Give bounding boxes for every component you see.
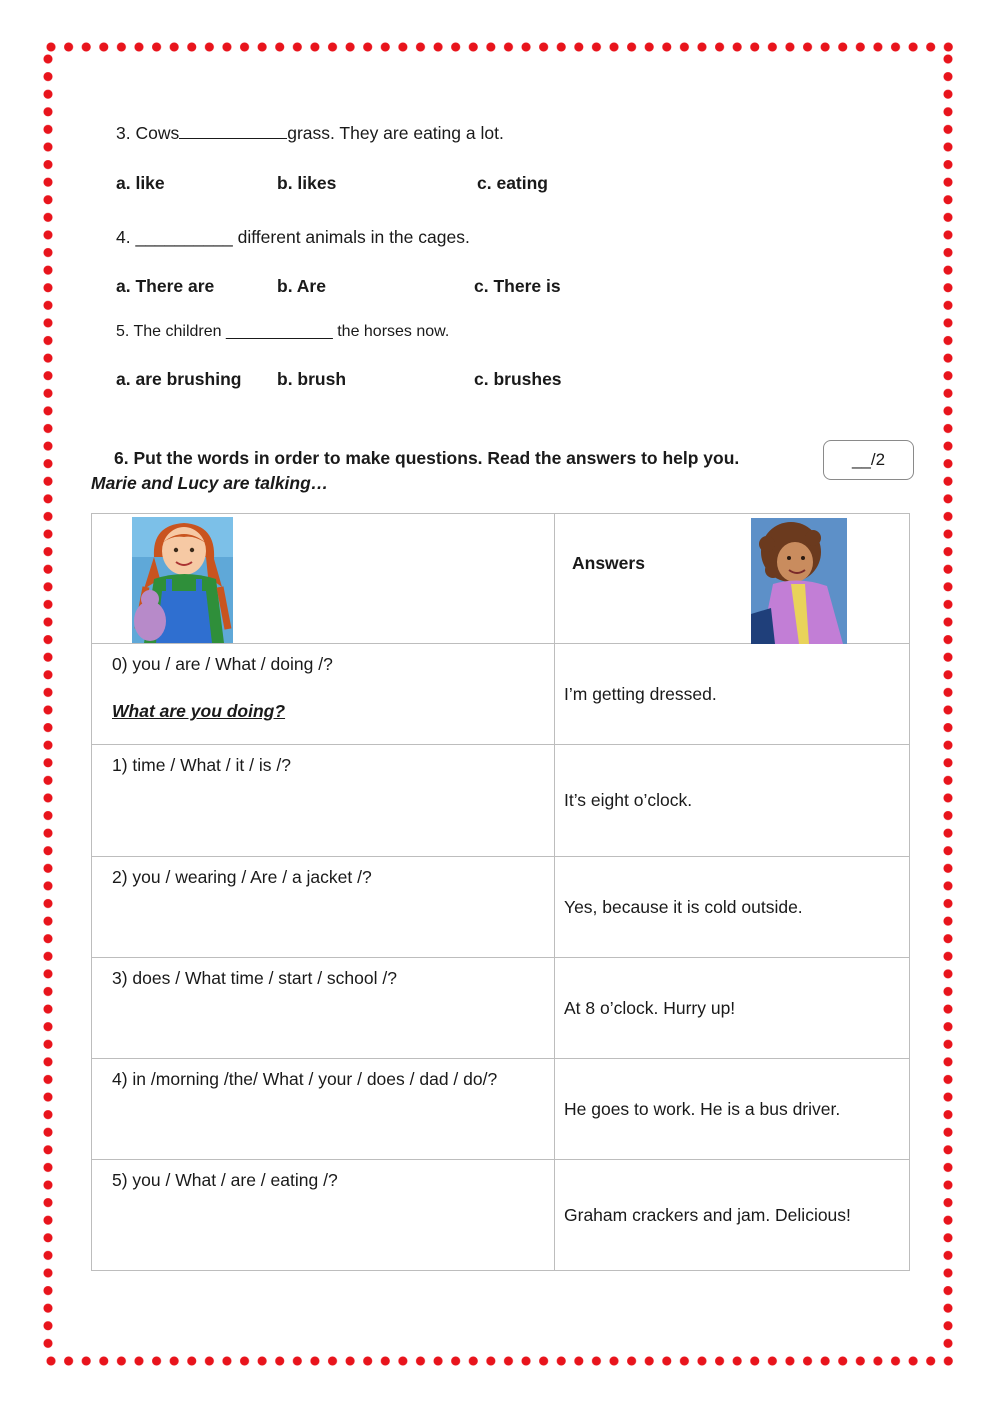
lucy-girl-image — [751, 518, 847, 644]
answer-blank[interactable] — [179, 124, 287, 139]
question-cell-1[interactable] — [92, 745, 555, 857]
answer-cell-5: Graham crackers and jam. Delicious! — [555, 1160, 910, 1271]
section-6-instruction: 6. Put the words in order to make questions. Read the answers to help you. — [114, 448, 740, 468]
option-5a[interactable]: a. are brushing — [116, 369, 242, 389]
question-cell-5[interactable] — [92, 1160, 555, 1271]
option-5b[interactable]: b. brush — [277, 369, 347, 389]
option-3b[interactable]: b. likes — [277, 173, 337, 193]
answer-cell-0: I’m getting dressed. — [555, 644, 910, 745]
table-row — [92, 958, 910, 1059]
table-row — [92, 1059, 910, 1160]
option-5c[interactable]: c. brushes — [474, 369, 562, 389]
section-6-subtitle: Marie and Lucy are talking… — [91, 473, 329, 493]
score-value: __/2 — [851, 450, 886, 469]
scrambled-question-3: 3) does / What time / start / school /? — [112, 968, 397, 988]
table-row — [92, 1160, 910, 1271]
scrambled-question-5: 5) you / What / are / eating /? — [112, 1170, 338, 1190]
table-row — [92, 857, 910, 958]
example-answer: What are you doing? — [112, 701, 286, 721]
scrambled-question-0: 0) you / are / What / doing /? — [112, 654, 333, 674]
option-3a[interactable]: a. like — [116, 173, 165, 193]
answer-cell-4: He goes to work. He is a bus driver. — [555, 1059, 910, 1160]
answer-cell-2: Yes, because it is cold outside. — [555, 857, 910, 958]
question-cell-2[interactable] — [92, 857, 555, 958]
question-3 — [116, 123, 504, 144]
option-3c[interactable]: c. eating — [477, 173, 548, 193]
question-answer-table — [91, 513, 910, 1271]
table-row — [92, 644, 910, 745]
option-4a[interactable]: a. There are — [116, 276, 215, 296]
table-row — [92, 745, 910, 857]
answer-cell-3: At 8 o’clock. Hurry up! — [555, 958, 910, 1059]
question-5: 5. The children ____________ the horses now. — [116, 323, 450, 340]
table-header-row — [92, 514, 910, 644]
page-border-bottom — [44, 1354, 956, 1368]
question-cell-3[interactable] — [92, 958, 555, 1059]
scrambled-question-1: 1) time / What / it / is /? — [112, 755, 291, 775]
question-cell-4[interactable] — [92, 1059, 555, 1160]
page-border-right — [941, 52, 955, 1356]
scrambled-question-2: 2) you / wearing / Are / a jacket /? — [112, 867, 372, 887]
option-4b[interactable]: b. Are — [277, 276, 326, 296]
question-cell-0 — [92, 644, 555, 745]
answers-header-cell — [555, 514, 910, 644]
page-border-left — [41, 52, 55, 1356]
option-4c[interactable]: c. There is — [474, 276, 561, 296]
score-box — [823, 440, 914, 480]
answer-cell-1: It’s eight o’clock. — [555, 745, 910, 857]
scrambled-question-4: 4) in /morning /the/ What / your / does / dad / do/? — [112, 1069, 498, 1089]
question-3-prefix: 3. Cows — [116, 123, 180, 143]
question-4: 4. __________ different animals in the cages. — [116, 227, 470, 247]
marie-girl-image — [132, 517, 233, 643]
question-3-suffix: grass. They are eating a lot. — [287, 123, 504, 143]
page-border-top — [44, 40, 956, 54]
answers-header: Answers — [572, 553, 645, 573]
marie-picture-cell — [92, 514, 555, 644]
